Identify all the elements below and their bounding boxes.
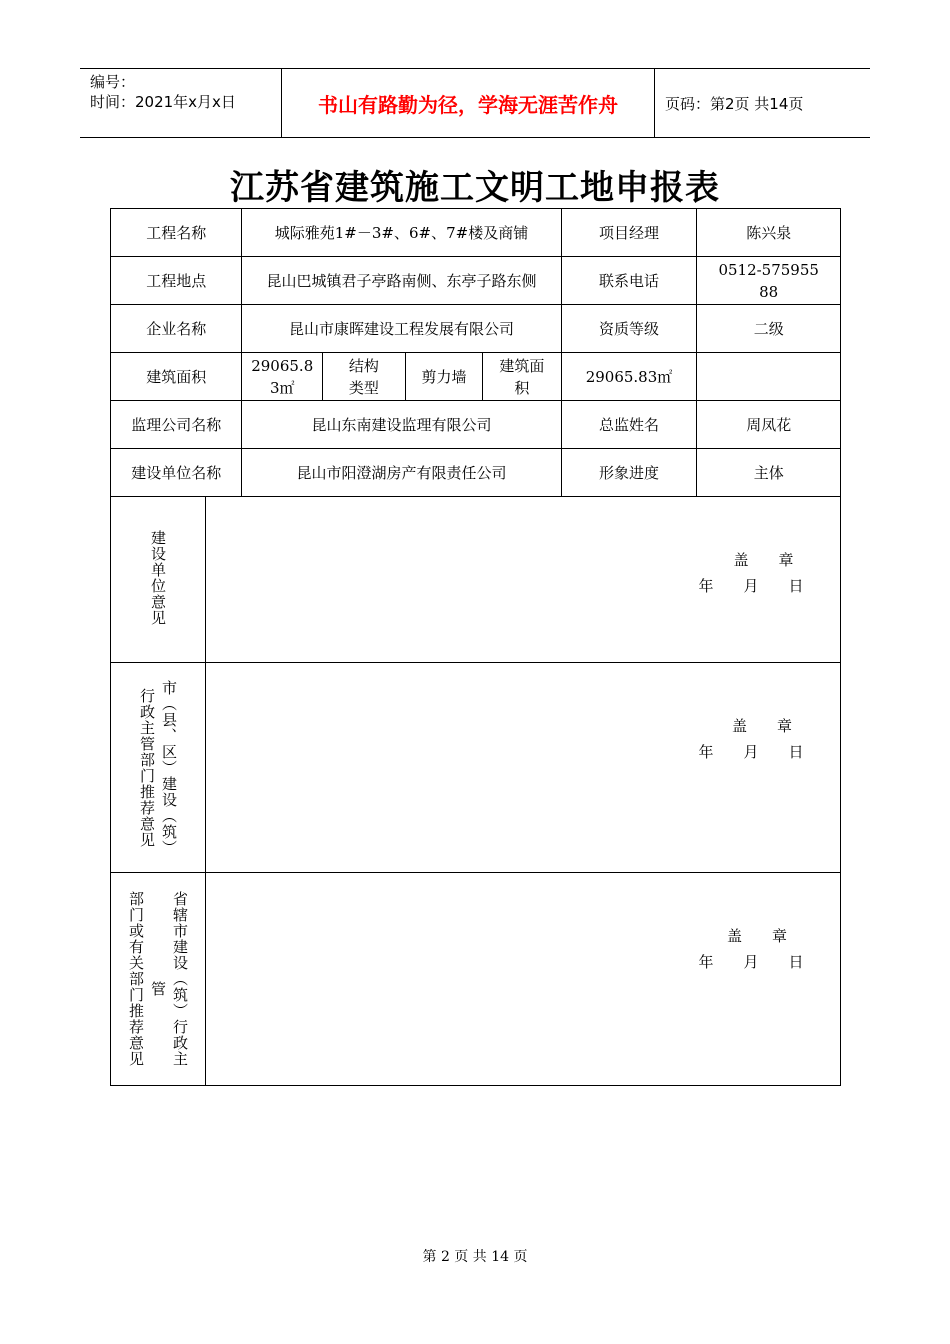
row-area bbox=[111, 353, 841, 401]
area-value: 29065.83㎡ bbox=[242, 353, 323, 401]
opinion-body-city bbox=[205, 873, 840, 1086]
opinion-city-label-col2: 管 bbox=[148, 981, 167, 997]
opinion-owner-label-text: 建设单位意见 bbox=[148, 529, 167, 626]
page-title: 江苏省建筑施工文明工地申报表 bbox=[230, 168, 720, 208]
area-label-2: 建筑面积 bbox=[483, 353, 561, 401]
address-value: 昆山巴城镇君子亭路南侧、东亭子路东侧 bbox=[242, 257, 561, 305]
header-page-info: 页码：第2页 共14页 bbox=[665, 94, 804, 113]
opinion-row-owner bbox=[111, 497, 841, 663]
date-label: 年 月 日 bbox=[698, 953, 804, 971]
address-label: 工程地点 bbox=[111, 257, 242, 305]
number-label: 编号： bbox=[90, 73, 136, 91]
supervisor-company-value: 昆山东南建设监理有限公司 bbox=[242, 401, 561, 449]
seal-label: 盖 章 bbox=[733, 551, 794, 569]
header-strip bbox=[80, 68, 870, 138]
opinion-city-label-col1: 省辖市建设（筑）行政主 bbox=[170, 891, 189, 1067]
manager-label: 项目经理 bbox=[561, 209, 697, 257]
owner-value: 昆山市阳澄湖房产有限责任公司 bbox=[242, 449, 561, 497]
header-meta bbox=[80, 69, 281, 137]
progress-label: 形象进度 bbox=[561, 449, 697, 497]
application-form-table bbox=[110, 208, 841, 1086]
opinion-label-city bbox=[111, 873, 206, 1086]
project-name-label: 工程名称 bbox=[111, 209, 242, 257]
qualification-label: 资质等级 bbox=[561, 305, 697, 353]
structure-value: 剪力墙 bbox=[405, 353, 482, 401]
chief-supervisor-value: 周凤花 bbox=[697, 401, 841, 449]
date-label: 年 月 日 bbox=[698, 577, 804, 595]
time-label: 时间：2021年x月x日 bbox=[90, 93, 236, 111]
seal-county bbox=[651, 715, 851, 762]
supervisor-company-label: 监理公司名称 bbox=[111, 401, 242, 449]
structure-pair bbox=[697, 353, 841, 401]
row-supervisor bbox=[111, 401, 841, 449]
chief-supervisor-label: 总监姓名 bbox=[561, 401, 697, 449]
qualification-value: 二级 bbox=[697, 305, 841, 353]
opinion-label-county bbox=[111, 663, 206, 873]
row-company bbox=[111, 305, 841, 353]
progress-value: 主体 bbox=[697, 449, 841, 497]
company-value: 昆山市康晖建设工程发展有限公司 bbox=[242, 305, 561, 353]
opinion-label-owner bbox=[111, 497, 206, 663]
area-value-2: 29065.83㎡ bbox=[561, 353, 697, 401]
opinion-city-label-col3: 部门或有关部门推荐意见 bbox=[126, 891, 145, 1067]
owner-label: 建设单位名称 bbox=[111, 449, 242, 497]
seal-owner bbox=[651, 549, 851, 596]
phone-value: 0512-57595588 bbox=[697, 257, 841, 305]
company-label: 企业名称 bbox=[111, 305, 242, 353]
opinion-row-city bbox=[111, 873, 841, 1086]
opinion-county-label-col2: 行政主管部门推荐意见 bbox=[137, 687, 156, 848]
project-name-value: 城际雅苑1#－3#、6#、7#楼及商铺 bbox=[242, 209, 561, 257]
opinion-body-county bbox=[205, 663, 840, 873]
seal-label: 盖 章 bbox=[726, 927, 787, 945]
manager-value: 陈兴泉 bbox=[697, 209, 841, 257]
date-label: 年 月 日 bbox=[698, 743, 804, 761]
opinion-body-owner bbox=[205, 497, 840, 663]
row-owner bbox=[111, 449, 841, 497]
structure-label: 结构类型 bbox=[323, 353, 406, 401]
opinion-row-county bbox=[111, 663, 841, 873]
header-motto: 书山有路勤为径，学海无涯苦作舟 bbox=[281, 69, 655, 137]
page-footer: 第 2 页 共 14 页 bbox=[422, 1249, 528, 1265]
seal-label: 盖 章 bbox=[731, 717, 792, 735]
area-label: 建筑面积 bbox=[111, 353, 242, 401]
seal-city bbox=[651, 925, 851, 972]
opinion-county-label-col1: 市（县、区）建设（筑） bbox=[159, 679, 178, 856]
row-project-name bbox=[111, 209, 841, 257]
phone-label: 联系电话 bbox=[561, 257, 697, 305]
row-address bbox=[111, 257, 841, 305]
